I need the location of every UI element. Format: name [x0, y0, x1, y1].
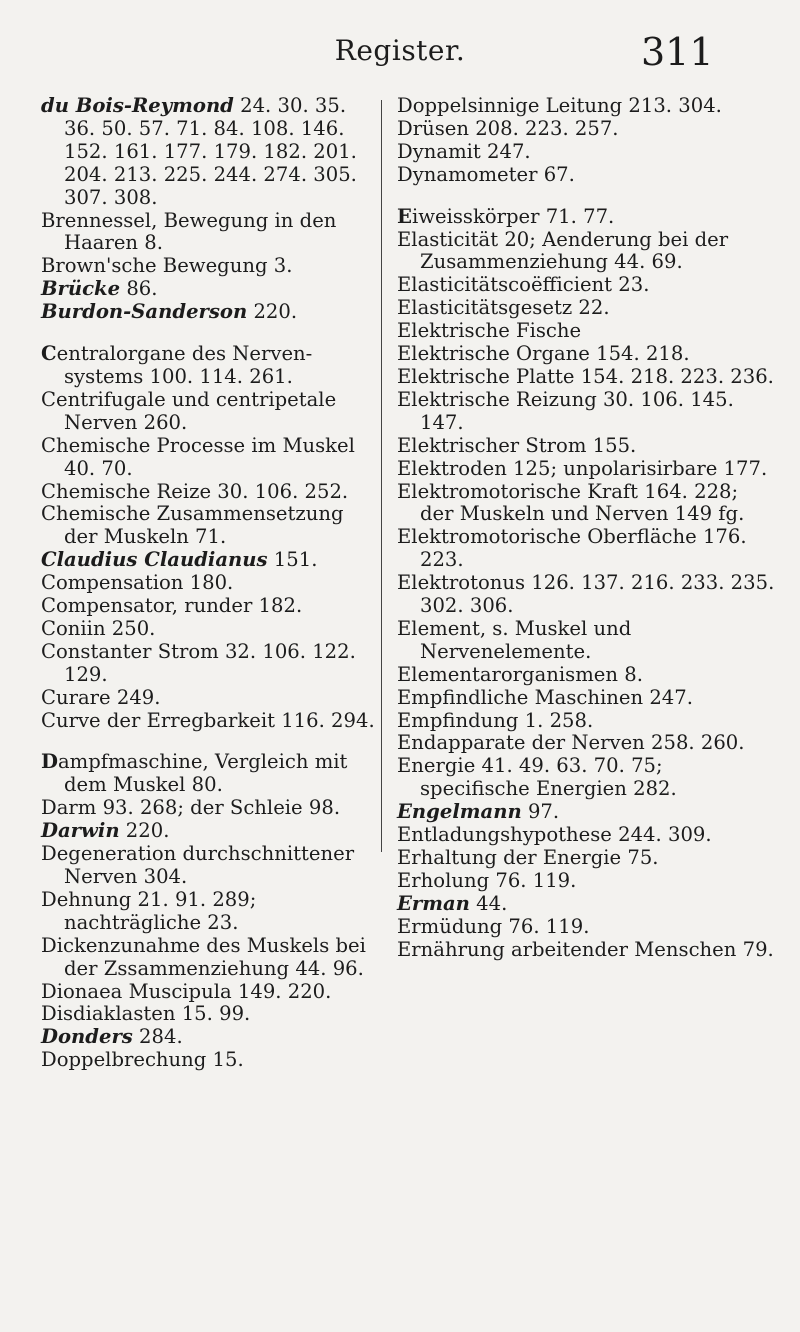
index-entry: Chemische Processe im Muskel 40. 70.: [41, 433, 355, 480]
entry-text: 44.: [469, 891, 508, 915]
entry-text: 86.: [120, 277, 158, 301]
index-entry: [41, 1026, 376, 1049]
section-initial: D: [41, 750, 58, 774]
index-entry: [41, 343, 376, 389]
index-entry: Elektroden 125; unpolarisirbare 177.: [397, 456, 768, 480]
index-entry: Constanter Strom 32. 106. 122. 129.: [41, 639, 356, 686]
entry-text: 97.: [521, 800, 560, 824]
index-entry: Compensation 180.: [41, 571, 234, 595]
index-entry: Dehnung 21. 91. 289; nachträgliche 23.: [41, 887, 257, 934]
entry-text: iweisskörper 71. 77.: [411, 204, 615, 228]
index-entry: Dynamometer 67.: [397, 162, 575, 186]
index-entry: Curve der Erregbarkeit 116. 294.: [41, 708, 375, 732]
index-entry: Energie 41. 49. 63. 70. 75; specifische Energien 282.: [397, 754, 677, 801]
index-entry: [41, 549, 376, 572]
entry-name-italic: Erman: [397, 891, 470, 915]
index-entry: Curare 249.: [41, 685, 161, 709]
section-initial: E: [397, 204, 412, 228]
index-entry: [41, 751, 376, 797]
index-entry: Compensator, runder 182.: [41, 594, 303, 618]
entry-text: 24. 30. 35. 36. 50. 57. 71. 84. 108. 146. 152. 161. 177. 179. 182. 201. 204. 213. 225. 244. 274. 305. 307. 308.: [64, 94, 357, 209]
entry-name-italic: du Bois-Reymond: [41, 94, 234, 117]
entry-text: 220.: [247, 300, 298, 324]
index-entry: Ernährung arbeitender Menschen 79.: [397, 937, 774, 961]
index-entry: [41, 820, 376, 843]
index-entry: [397, 893, 777, 916]
entry-name-italic: Darwin: [41, 819, 120, 843]
entry-name-italic: Donders: [41, 1025, 133, 1049]
index-entry: Erhaltung der Energie 75.: [397, 846, 659, 869]
entry-name-italic: Claudius Claudianus: [41, 548, 268, 572]
index-entry: Coniin 250.: [41, 616, 156, 640]
index-entry: Endapparate der Nerven 258. 260.: [397, 731, 745, 755]
index-entry: Chemische Zusammensetzung der Muskeln 71.: [41, 502, 344, 549]
index-entry: Erholung 76. 119.: [397, 868, 577, 892]
column-divider: [381, 100, 382, 852]
index-entry: Elektromotorische Oberfläche 176. 223.: [397, 525, 747, 572]
index-entry: [397, 801, 777, 824]
index-entry: Degeneration durchschnittener Nerven 304.: [41, 842, 355, 888]
index-entry: Elektrische Platte 154. 218. 223. 236.: [397, 364, 774, 388]
index-entry: Dickenzunahme des Muskels bei der Zssammenziehung 44. 96.: [41, 933, 366, 980]
index-entry: Elektrischer Strom 155.: [397, 433, 637, 457]
entry-text: 220.: [119, 819, 170, 843]
index-entry: Empfindung 1. 258.: [397, 708, 594, 732]
index-entry: Elasticitätsgesetz 22.: [397, 296, 610, 320]
running-head: Register.: [334, 34, 466, 67]
index-entry: Element, s. Muskel und Nervenelemente.: [397, 616, 632, 663]
index-entry: Ermüdung 76. 119.: [397, 914, 590, 938]
entry-name-italic: Burdon-Sanderson: [41, 300, 248, 324]
entry-text: entralorgane des Nerven-systems 100. 114. 261.: [56, 342, 313, 388]
index-column-left: [41, 95, 376, 1072]
entry-text: 151.: [267, 548, 318, 572]
index-entry: Elektrische Organe 154. 218.: [397, 342, 690, 366]
entry-text: 284.: [132, 1025, 183, 1049]
page-number: 311: [641, 30, 714, 74]
index-entry: Centrifugale und centripetale Nerven 260.: [41, 387, 337, 434]
index-entry: Elektrische Fische: [397, 319, 582, 343]
index-entry: Doppelsinnige Leitung 213. 304.: [397, 94, 722, 117]
index-entry: Dynamit 247.: [397, 139, 531, 163]
index-entry: Elektrotonus 126. 137. 216. 233. 235. 302. 306.: [397, 571, 775, 618]
index-entry: [397, 206, 777, 229]
index-entry: Brennessel, Bewegung in den Haaren 8.: [41, 208, 337, 255]
index-entry: [41, 301, 376, 324]
index-entry: Darm 93. 268; der Schleie 98.: [41, 796, 341, 820]
index-entry: Elasticität 20; Aenderung bei der Zusammenziehung 44. 69.: [397, 227, 729, 274]
index-entry: Empfindliche Maschinen 247.: [397, 685, 693, 709]
index-entry: Brown'sche Bewegung 3.: [41, 254, 293, 278]
index-entry: Elasticitätscoëfficient 23.: [397, 273, 650, 297]
index-entry: [41, 278, 376, 301]
index-entry: Chemische Reize 30. 106. 252.: [41, 479, 349, 503]
index-entry: Entladungshypothese 244. 309.: [397, 823, 712, 847]
index-column-right: [397, 95, 777, 962]
entry-name-italic: Brücke: [41, 277, 121, 301]
index-entry: [41, 95, 376, 210]
section-initial: C: [41, 342, 57, 366]
entry-name-italic: Engelmann: [397, 800, 522, 824]
index-entry: Elektrische Reizung 30. 106. 145. 147.: [397, 387, 734, 434]
index-entry: Doppelbrechung 15.: [41, 1048, 244, 1072]
index-entry: Drüsen 208. 223. 257.: [397, 116, 619, 140]
index-entry: Dionaea Muscipula 149. 220.: [41, 979, 332, 1003]
index-entry: Elektromotorische Kraft 164. 228; der Muskeln und Nerven 149 fg.: [397, 479, 745, 526]
index-entry: Elementarorganismen 8.: [397, 662, 643, 686]
entry-text: ampfmaschine, Vergleich mit dem Muskel 80.: [58, 750, 348, 797]
index-entry: Disdiaklasten 15. 99.: [41, 1002, 251, 1026]
